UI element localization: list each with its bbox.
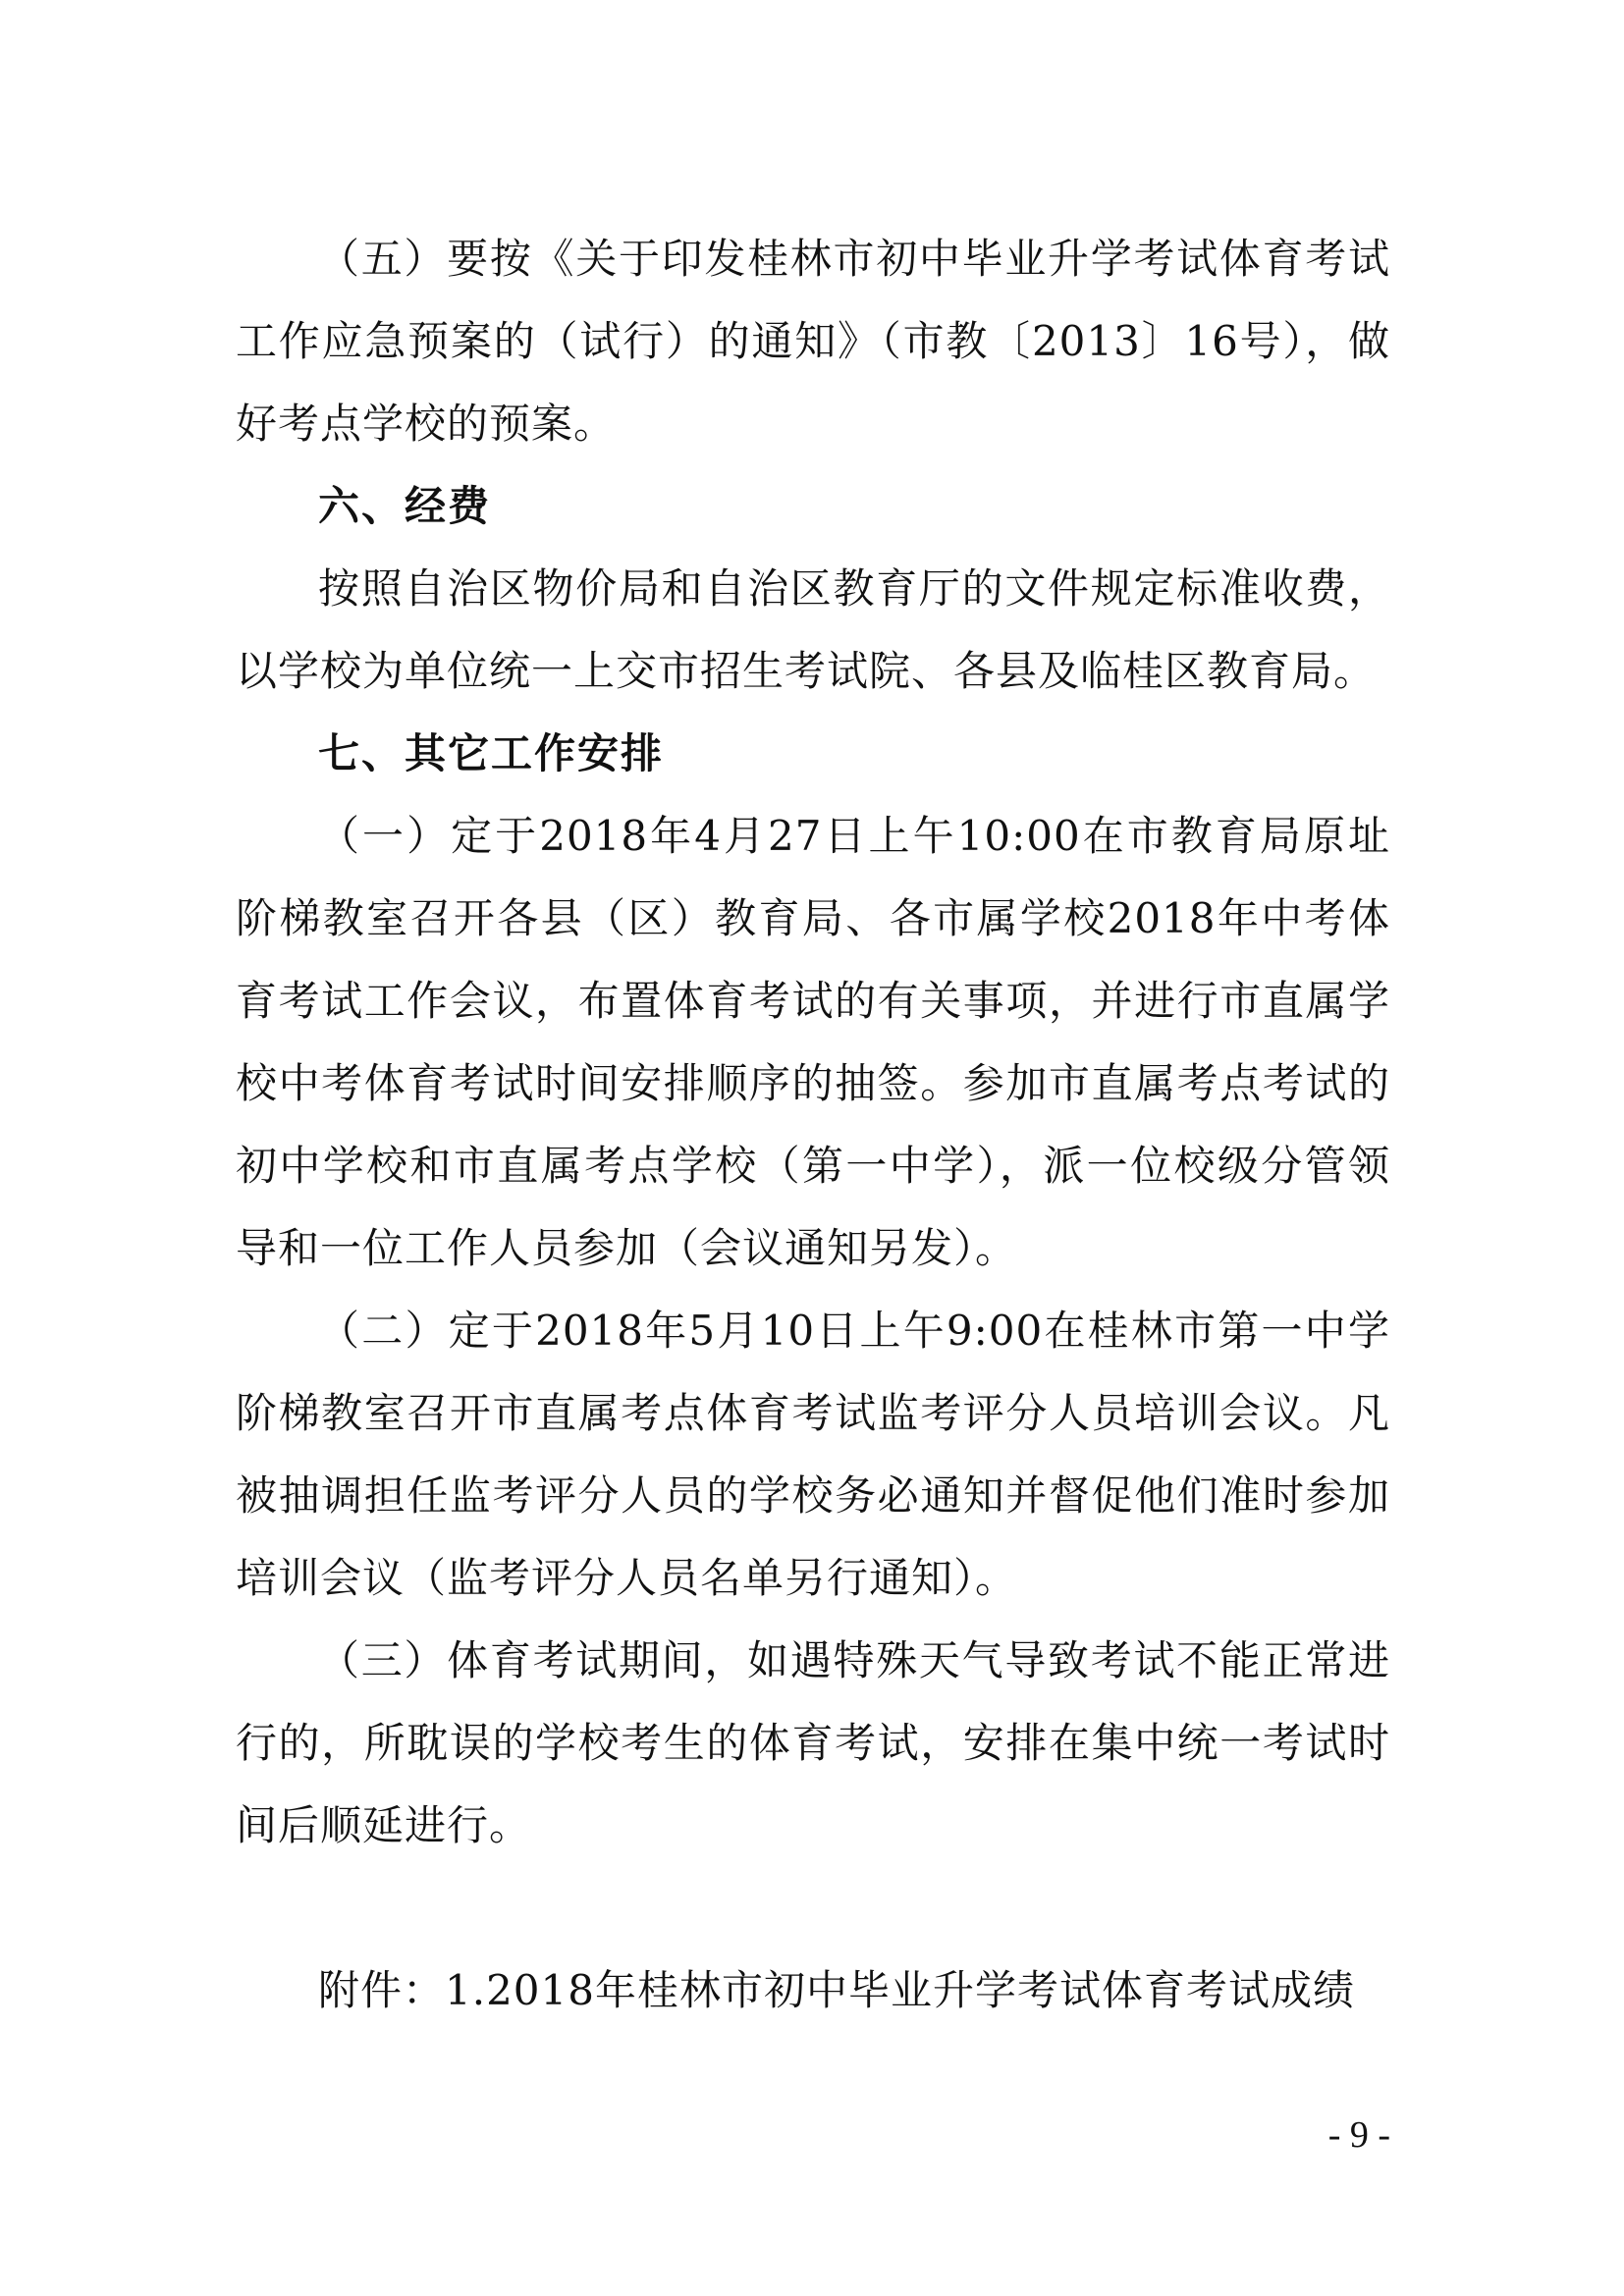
section-heading-other-arrangements: 七、其它工作安排 [318,729,665,777]
paragraph-item-5: （五）要按《关于印发桂林市初中毕业升学考试体育考试工作应急预案的（试行）的通知》（市教〔2013〕16号），做好考点学校的预案。 [236,235,1390,448]
document-body [236,218,1390,2032]
section-heading-funding: 六、经费 [318,482,492,530]
page-number: - 9 - [1327,2114,1390,2156]
attachment-line: 附件：1.2018年桂林市初中毕业升学考试体育考试成绩 [318,1966,1355,2014]
paragraph-funding: 按照自治区物价局和自治区教育厅的文件规定标准收费，以学校为单位统一上交市招生考试院、各县及临桂区教育局。 [236,564,1390,695]
paragraph-arrangement-1: （一）定于2018年4月27日上午10:00在市教育局原址阶梯教室召开各县（区）教育局、各市属学校2018年中考体育考试工作会议，布置体育考试的有关事项，并进行市直属学校中考体育考试时间安排顺序的抽签。参加市直属考点考试的初中学校和市直属考点学校（第一中学），派一位校级分管领导和一位工作人员参加（会议通知另发）。 [236,812,1390,1272]
paragraph-arrangement-2: （二）定于2018年5月10日上午9:00在桂林市第一中学阶梯教室召开市直属考点体育考试监考评分人员培训会议。凡被抽调担任监考评分人员的学校务必通知并督促他们准时参加培训会议（监考评分人员名单另行通知）。 [236,1307,1390,1602]
blank-line [236,1867,1390,1949]
paragraph-arrangement-3: （三）体育考试期间，如遇特殊天气导致考试不能正常进行的，所耽误的学校考生的体育考试，安排在集中统一考试时间后顺延进行。 [236,1636,1390,1849]
